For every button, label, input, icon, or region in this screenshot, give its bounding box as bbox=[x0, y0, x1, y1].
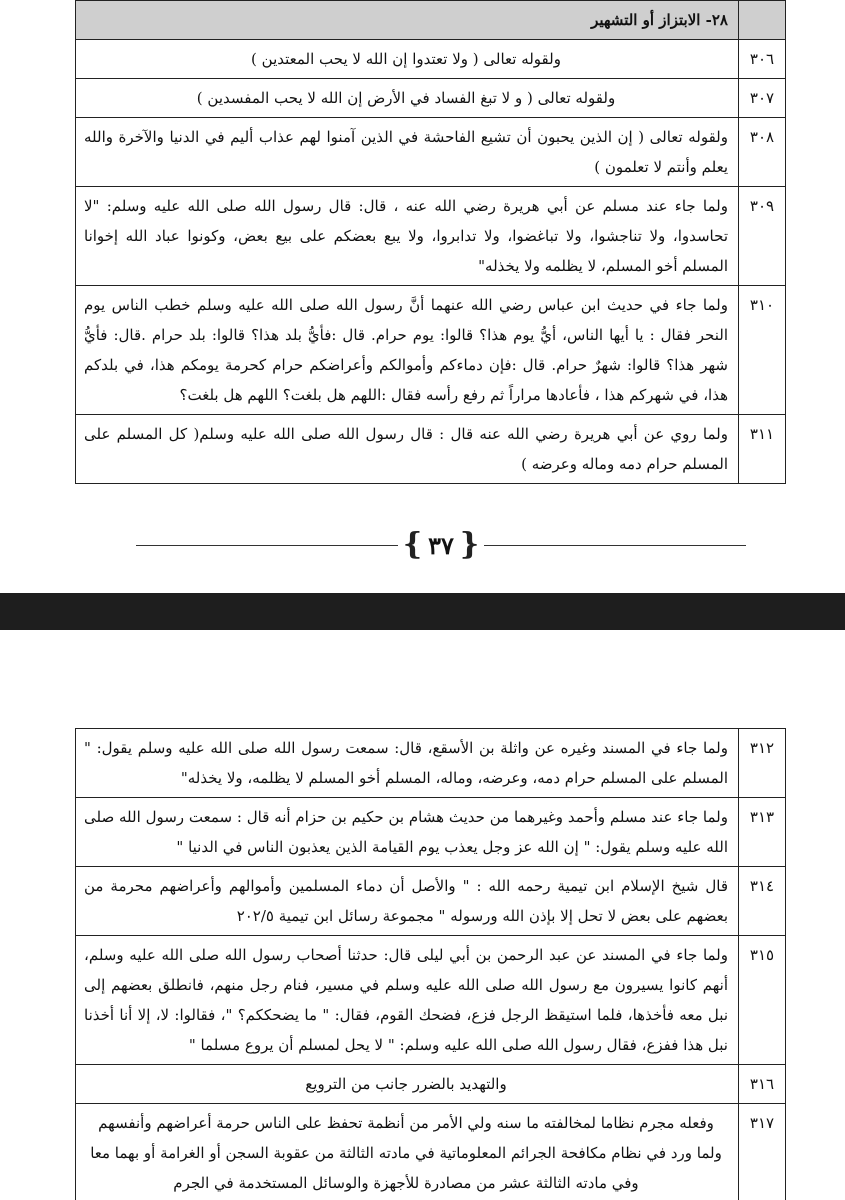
ruling-row bbox=[76, 187, 786, 286]
row-number: ٣١٦ bbox=[739, 1065, 786, 1104]
ruling-row bbox=[76, 1104, 786, 1200]
ruling-row bbox=[76, 286, 786, 415]
page-number: ٣٧ bbox=[428, 530, 454, 560]
page-number-box bbox=[402, 527, 480, 562]
heading-number-cell bbox=[739, 1, 786, 40]
row-number: ٣١٠ bbox=[739, 286, 786, 415]
ruling-row bbox=[76, 1065, 786, 1104]
section-heading-row bbox=[76, 1, 786, 40]
rulings-table-page-38 bbox=[75, 728, 786, 1200]
row-number: ٣٠٨ bbox=[739, 118, 786, 187]
row-number: ٣١١ bbox=[739, 415, 786, 484]
page-number-rule-right bbox=[484, 545, 746, 546]
rulings-table-page-37 bbox=[75, 0, 786, 484]
row-text: ولما روي عن أبي هريرة رضي الله عنه قال : قال رسول الله صلى الله عليه وسلم( كل المسلم على المسلم حرام دمه وماله وعرضه ) bbox=[76, 415, 739, 484]
page-number-ornament bbox=[136, 526, 746, 566]
row-number: ٣١٣ bbox=[739, 798, 786, 867]
brace-close: } bbox=[459, 527, 480, 562]
ruling-row bbox=[76, 936, 786, 1065]
row-text: ولقوله تعالى ( إن الذين يحبون أن تشيع الفاحشة في الذين آمنوا لهم عذاب أليم في الدنيا والآخرة والله يعلم وأنتم لا تعلمون ) bbox=[76, 118, 739, 187]
ruling-row bbox=[76, 40, 786, 79]
row-number: ٣٠٧ bbox=[739, 79, 786, 118]
row-number: ٣١٥ bbox=[739, 936, 786, 1065]
section-heading: ٢٨- الابتزاز أو التشهير bbox=[76, 1, 739, 40]
row-text: قال شيخ الإسلام ابن تيمية رحمه الله : " والأصل أن دماء المسلمين وأموالهم وأعراضهم محرمة من بعضهم على بعض لا تحل إلا بإذن الله ورسوله " مجموعة رسائل ابن تيمية ٢٠٢/٥ bbox=[76, 867, 739, 936]
row-text: وفعله مجرم نظاما لمخالفته ما سنه ولي الأمر من أنظمة تحفظ على الناس حرمة أعراضهم وأنفسهم ولما ورد في نظام مكافحة الجرائم المعلوماتية في مادته الثالثة من عقوبة السجن أو الغرامة أو بهما معا وفي مادته الثالثة عشر من مصادرة للأجهزة والوسائل المستخدمة في الجرم bbox=[76, 1104, 739, 1200]
page-number-rule-left bbox=[136, 545, 398, 546]
ruling-row bbox=[76, 79, 786, 118]
brace-open: { bbox=[402, 527, 423, 562]
row-text: ولقوله تعالى ( و لا تبغ الفساد في الأرض إن الله لا يحب المفسدين ) bbox=[76, 79, 739, 118]
page-separator bbox=[0, 593, 845, 630]
ruling-row bbox=[76, 118, 786, 187]
ruling-row bbox=[76, 798, 786, 867]
row-number: ٣٠٩ bbox=[739, 187, 786, 286]
document-page-38 bbox=[0, 630, 845, 1200]
row-text: ولما جاء في المسند وغيره عن واثلة بن الأسقع، قال: سمعت رسول الله صلى الله عليه وسلم يقول: " المسلم على المسلم حرام دمه، وعرضه، وماله، المسلم أخو المسلم لا يظلمه، ولا يخذله" bbox=[76, 729, 739, 798]
row-text: ولقوله تعالى ( ولا تعتدوا إن الله لا يحب المعتدين ) bbox=[76, 40, 739, 79]
row-text: والتهديد بالضرر جانب من الترويع bbox=[76, 1065, 739, 1104]
row-text: ولما جاء عند مسلم وأحمد وغيرهما من حديث هشام بن حكيم بن حزام أنه قال : سمعت رسول الله صلى الله عليه وسلم يقول: " إن الله عز وجل يعذب يوم القيامة الذين يعذبون الناس في الدنيا " bbox=[76, 798, 739, 867]
row-number: ٣١٤ bbox=[739, 867, 786, 936]
row-number: ٣٠٦ bbox=[739, 40, 786, 79]
ruling-row bbox=[76, 867, 786, 936]
document-page-37 bbox=[0, 0, 845, 593]
ruling-row bbox=[76, 415, 786, 484]
ruling-row bbox=[76, 729, 786, 798]
row-text: ولما جاء في المسند عن عبد الرحمن بن أبي ليلى قال: حدثنا أصحاب رسول الله صلى الله عليه وسلم، أنهم كانوا يسيرون مع رسول الله صلى الله عليه وسلم في مسير، فنام رجل منهم، فانطلق بعضهم إلى نبل معه فأخذها، فلما استيقظ الرجل فزع، فضحك القوم، فقال: " ما يضحككم؟ "، فقالوا: لا، إلا أنا أخذنا نبل هذا ففزع، فقال رسول الله صلى الله عليه وسلم: " لا يحل لمسلم أن يروع مسلما " bbox=[76, 936, 739, 1065]
row-text: ولما جاء في حديث ابن عباس رضي الله عنهما أنَّ رسول الله صلى الله عليه وسلم خطب الناس يوم النحر فقال : يا أيها الناس، أيُّ يوم هذا؟ قالوا: يوم حرام. قال :فأيُّ بلد هذا؟ قالوا: بلد حرام .قال: فأيُّ شهر هذا؟ قالوا: شهرٌ حرام. قال :فإن دماءكم وأموالكم وأعراضكم حرام كحرمة يومكم هذا، في بلدكم هذا، في شهركم هذا ، فأعادها مراراً ثم رفع رأسه فقال :اللهم هل بلغت؟ اللهم هل بلغت؟ bbox=[76, 286, 739, 415]
row-number: ٣١٢ bbox=[739, 729, 786, 798]
row-number: ٣١٧ bbox=[739, 1104, 786, 1200]
row-text: ولما جاء عند مسلم عن أبي هريرة رضي الله عنه ، قال: قال رسول الله صلى الله عليه وسلم: "لا تحاسدوا، ولا تناجشوا، ولا تباغضوا، ولا تدابروا، ولا يبع بعضكم على بيع بعض، وكونوا عباد الله إخوانا المسلم أخو المسلم، لا يظلمه ولا يخذله" bbox=[76, 187, 739, 286]
